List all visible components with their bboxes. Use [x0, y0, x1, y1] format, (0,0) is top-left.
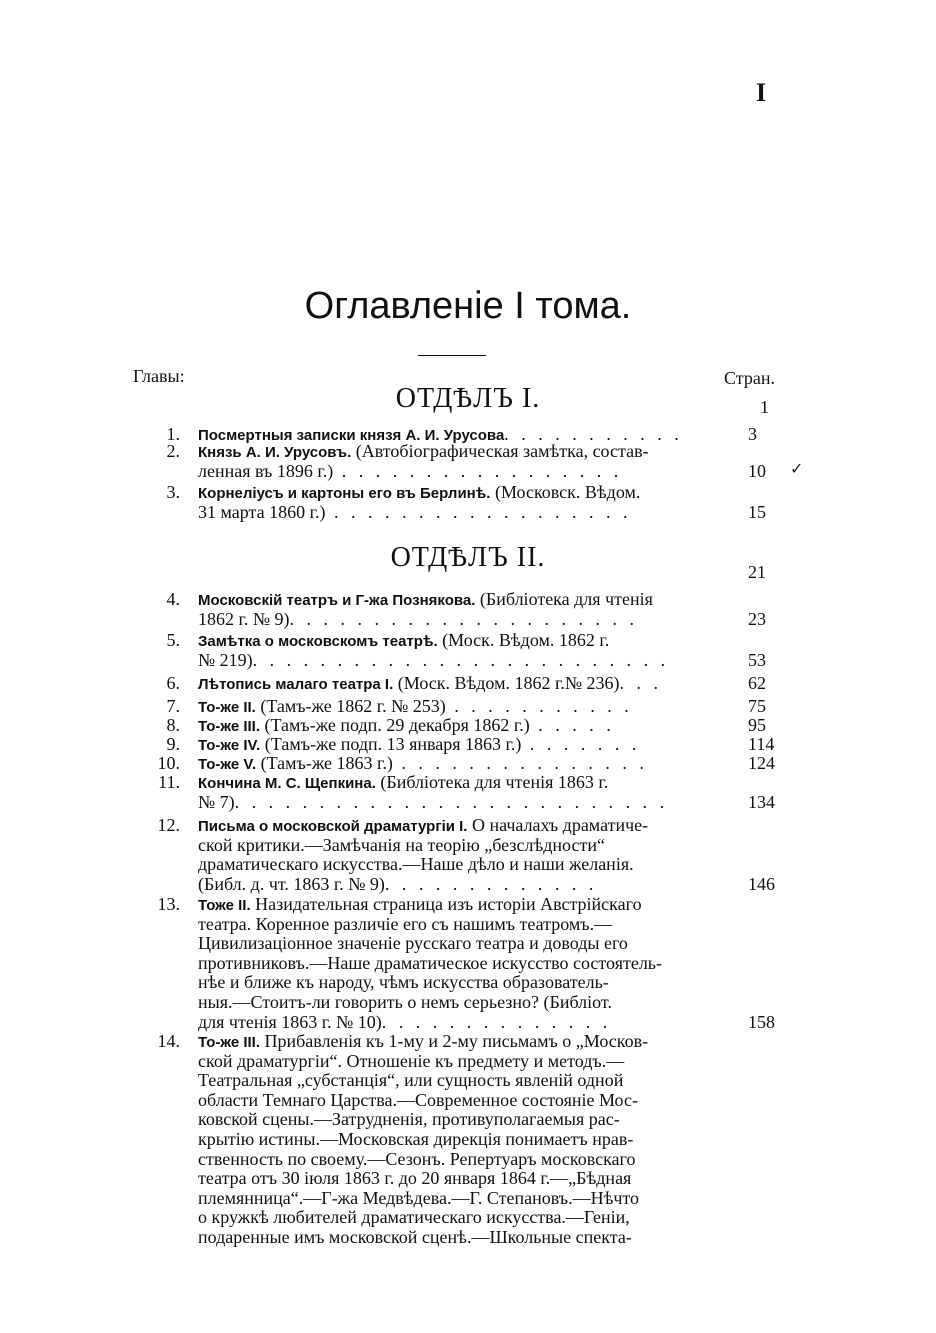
- entry-line: [198, 1071, 725, 1091]
- entry-text: [198, 816, 725, 894]
- entry-description: племянница“.—Г-жа Медвѣдева.—Г. Степановъ.—Нѣчто: [198, 1188, 640, 1208]
- entry-line: [198, 895, 725, 915]
- entry-page-number: 10: [748, 460, 766, 481]
- entry-description: Театральная „субстанція“, или сущность явленій одной: [198, 1071, 624, 1091]
- entry-description: № 219): [198, 650, 253, 670]
- entry-number: 7.: [166, 696, 180, 716]
- leader-dots: . . . . . . . . . . . . . . . . . .: [325, 502, 632, 522]
- entry-description: (Моск. Вѣдом. 1862 г.: [437, 631, 610, 650]
- entry-line: [198, 631, 725, 651]
- entry-title: Кончина М. С. Щепкина.: [198, 775, 376, 792]
- entry-page-number: 3: [748, 424, 757, 444]
- entry-description: (Тамъ-же 1862 г. № 253): [255, 697, 446, 716]
- entry-line: [198, 1091, 725, 1111]
- entry-line: [198, 735, 725, 755]
- entry-line: [198, 442, 725, 462]
- entry-text: [198, 754, 725, 774]
- entry-text: [198, 773, 725, 812]
- entry-description: 31 марта 1860 г.): [198, 502, 326, 522]
- entry-title: Московскій театръ и Г-жа Познякова.: [198, 592, 476, 609]
- entry-description: подаренные имъ московской сценѣ.—Школьные спекта-: [198, 1227, 632, 1247]
- entry-line: [198, 954, 725, 974]
- entry-line: [198, 1228, 725, 1248]
- entry-page-number: 53: [748, 649, 766, 670]
- leader-dots: . . .: [619, 674, 663, 693]
- entry-line: [198, 836, 725, 856]
- entry-description: (Тамъ-же подп. 13 января 1863 г.): [260, 735, 522, 754]
- entry-title: Князь А. И. Урусовъ.: [198, 444, 352, 461]
- entry-description: ленная въ 1896 г.): [198, 461, 334, 481]
- entry-line: [198, 1130, 725, 1150]
- leader-dots: . . . . . . .: [521, 735, 641, 754]
- entry-page-number: 134: [748, 791, 775, 812]
- entry-description: Прибавленія къ 1-му и 2-му письмамъ о „Москов-: [260, 1032, 649, 1051]
- entry-number: 1.: [166, 424, 180, 444]
- entry-number: 12.: [157, 815, 180, 835]
- entry-text: [198, 442, 725, 481]
- entry-line: [198, 973, 725, 993]
- entry-line: [198, 855, 725, 875]
- entry-page-number: 158: [748, 1011, 775, 1032]
- entry-title: Корнеліусъ и картоны его въ Берлинѣ.: [198, 485, 491, 502]
- entry-line: [198, 610, 725, 630]
- entry-title: Лѣтопись малаго театра I.: [198, 676, 394, 693]
- entry-title: То-же III.: [198, 718, 260, 735]
- entry-line: [198, 1208, 725, 1228]
- entry-line: [198, 651, 725, 671]
- entry-line: [198, 773, 725, 793]
- entry-description: (Библ. д. чт. 1863 г. № 9): [198, 874, 385, 894]
- entry-description: области Темнаго Царства.—Современное состояніе Мос-: [198, 1090, 638, 1110]
- section-heading-2: ОТДѢЛЪ II.: [390, 542, 546, 573]
- entry-number: 13.: [157, 894, 180, 914]
- entry-description: (Библіотека для чтенія 1863 г.: [375, 773, 609, 792]
- entry-description: ской критики.—Замѣчанія на теорію „безслѣдности“: [198, 835, 605, 855]
- entry-line: [198, 875, 725, 895]
- entry-title: Посмертныя записки князя А. И. Урусова: [198, 427, 505, 444]
- entry-page-number: 124: [748, 753, 775, 773]
- entry-line: [198, 1150, 725, 1170]
- entry-line: [198, 462, 725, 482]
- entry-description: (Тамъ-же 1863 г.): [256, 754, 393, 773]
- entry-description: крытію истины.—Московская дирекція понимаетъ нрав-: [198, 1129, 634, 1149]
- entry-number: 5.: [166, 630, 180, 650]
- entry-description: театра. Коренное различіе его съ нашимъ театромъ.—: [198, 914, 613, 934]
- entry-description: 1862 г. № 9): [198, 609, 290, 629]
- entry-title: Тоже II.: [198, 897, 251, 914]
- entry-description: (Московск. Вѣдом.: [490, 483, 641, 502]
- leader-dots: . . . . . . . . . . . . .: [384, 874, 598, 894]
- entry-page-number: 62: [748, 673, 766, 693]
- entry-text: [198, 674, 725, 694]
- entry-line: [198, 1169, 725, 1189]
- entry-description: ныя.—Стоитъ-ли говорить о немъ серьезно? (Библіот.: [198, 992, 612, 1012]
- entry-line: [198, 1189, 725, 1209]
- entry-line: [198, 816, 725, 836]
- entry-text: [198, 1032, 725, 1248]
- entry-text: [198, 697, 725, 717]
- entry-line: [198, 716, 725, 736]
- entry-number: 3.: [166, 482, 180, 502]
- entry-number: 14.: [157, 1031, 180, 1051]
- leader-dots: . . . . . . . . . . . . . . .: [392, 754, 648, 773]
- entry-line: [198, 697, 725, 717]
- leader-dots: . . . . . . . . . . .: [445, 697, 633, 716]
- entry-text: [198, 895, 725, 1032]
- entry-line: [198, 483, 725, 503]
- entry-description: О началахъ драматиче-: [467, 816, 649, 835]
- entry-page-number: 75: [748, 696, 766, 716]
- entry-page-number: 146: [748, 873, 775, 894]
- entry-line: [198, 1032, 725, 1052]
- entry-line: [198, 934, 725, 954]
- section-page-1: 1: [760, 397, 769, 417]
- entry-title: То-же III.: [198, 1034, 260, 1051]
- entry-title: То-же V.: [198, 756, 257, 773]
- entry-title: Письма о московской драматургіи I.: [198, 818, 468, 835]
- entry-line: [198, 793, 725, 813]
- entry-line: [198, 590, 725, 610]
- entry-description: Назидательная страница изъ исторіи Австрійскаго: [250, 895, 642, 914]
- section-heading-1: ОТДѢЛЪ I.: [395, 383, 541, 414]
- entry-number: 2.: [166, 441, 180, 461]
- leader-dots: . . . . .: [529, 716, 615, 735]
- entry-line: [198, 915, 725, 935]
- entry-line: [198, 1052, 725, 1072]
- entry-description: Цивилизаціонное значеніе русскаго театра и доводы его: [198, 934, 628, 954]
- section-page-2: 21: [748, 562, 766, 582]
- entry-description: для чтенія 1863 г. № 10): [198, 1012, 382, 1032]
- entry-description: (Моск. Вѣдом. 1862 г.№ 236): [393, 674, 620, 693]
- title-divider: [418, 355, 486, 356]
- entry-line: [198, 674, 725, 694]
- leader-dots: . . . . . . . . . . . . . . . . . . . . . . . . .: [252, 650, 670, 670]
- leader-dots: . . . . . . . . . . .: [504, 425, 683, 444]
- entry-line: [198, 754, 725, 774]
- entry-number: 8.: [166, 715, 180, 735]
- entry-page-number: 15: [748, 501, 766, 522]
- entry-description: (Автобіографическая замѣтка, состав-: [351, 442, 649, 461]
- entry-line: [198, 1110, 725, 1130]
- entry-description: театра отъ 30 іюля 1863 г. до 20 января 1864 г.—„Бѣдная: [198, 1169, 632, 1189]
- entry-number: 6.: [166, 673, 180, 693]
- leader-dots: . . . . . . . . . . . . . .: [381, 1012, 612, 1032]
- leader-dots: . . . . . . . . . . . . . . . . . . . . . . . . . .: [234, 792, 669, 812]
- entry-title: Замѣтка о московскомъ театрѣ.: [198, 633, 438, 650]
- leader-dots: . . . . . . . . . . . . . . . . . . . . .: [289, 609, 639, 629]
- check-mark-icon: ✓: [790, 460, 804, 478]
- entry-number: 9.: [166, 734, 180, 754]
- entry-text: [198, 716, 725, 736]
- entry-text: [198, 735, 725, 755]
- entry-description: противниковъ.—Наше драматическое искусство состоятель-: [198, 953, 663, 973]
- entry-description: нѣе и ближе къ народу, чѣмъ искусства образователь-: [198, 973, 609, 993]
- entry-description: ской драматургіи“. Отношеніе къ предмету и методъ.—: [198, 1051, 625, 1071]
- leader-dots: . . . . . . . . . . . . . . . . .: [333, 461, 623, 481]
- entry-description: о кружкѣ любителей драматическаго искусства.—Геніи,: [198, 1208, 630, 1228]
- entry-title: То-же II.: [198, 699, 256, 716]
- chapters-column-header: Главы:: [133, 366, 185, 386]
- entry-number: 4.: [166, 589, 180, 609]
- entry-page-number: 95: [748, 715, 766, 735]
- pages-column-header: Стран.: [724, 368, 775, 388]
- page-title: Оглавленіе I тома.: [304, 285, 632, 327]
- entry-description: (Тамъ-же подп. 29 декабря 1862 г.): [260, 716, 530, 735]
- entry-title: То-же IV.: [198, 737, 261, 754]
- entry-description: № 7): [198, 792, 235, 812]
- page-number: I: [756, 78, 767, 107]
- entry-number: 11.: [158, 772, 180, 792]
- entry-line: [198, 1013, 725, 1033]
- entry-line: [198, 503, 725, 523]
- entry-description: драматическаго искусства.—Наше дѣло и наши желанія.: [198, 855, 634, 875]
- entry-description: ковской сцены.—Затрудненія, противуполагаемыя рас-: [198, 1110, 620, 1130]
- entry-description: (Библіотека для чтенія: [475, 590, 653, 609]
- entry-line: [198, 993, 725, 1013]
- entry-page-number: 23: [748, 608, 766, 629]
- entry-page-number: 114: [748, 734, 775, 754]
- entry-description: ственность по своему.—Сезонъ. Репертуаръ московскаго: [198, 1149, 636, 1169]
- entry-text: [198, 631, 725, 670]
- entry-number: 10.: [157, 753, 180, 773]
- entry-text: [198, 590, 725, 629]
- entry-text: [198, 483, 725, 522]
